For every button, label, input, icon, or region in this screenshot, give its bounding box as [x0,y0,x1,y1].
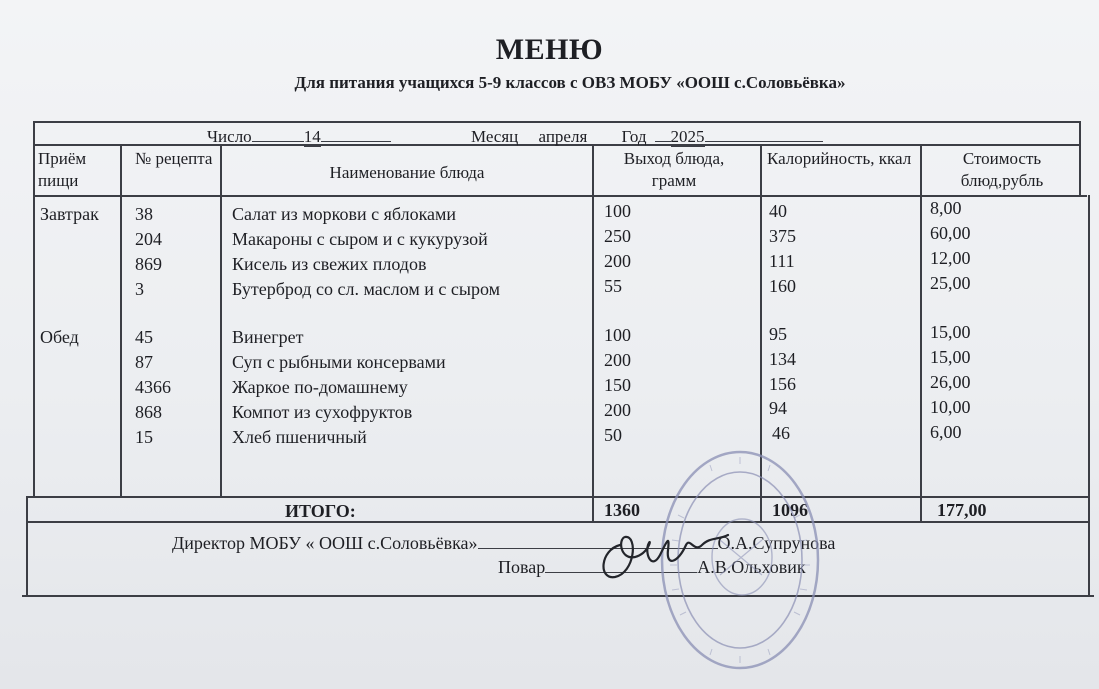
row-weight: 100 [604,325,631,345]
row-calories: 95 [769,324,787,344]
year-label: Год [621,127,647,146]
row-weight: 55 [604,276,622,296]
table-border-right-lower [1088,195,1090,596]
header-bottom-line [33,195,1087,197]
day-blank-after [321,123,391,142]
row-cost: 10,00 [930,397,971,417]
row-cost: 6,00 [930,422,962,442]
row-recipe: 87 [135,352,153,372]
col-header-cost: Стоимость блюд,рубль [960,149,1044,190]
row-recipe: 4366 [135,377,171,397]
menu-subtitle: Для питания учащихся 5-9 классов с ОВЗ МОБУ «ООШ с.Соловьёвка» [294,73,846,92]
director-label: Директор МОБУ « ООШ с.Соловьёвка» [172,533,478,553]
cook-label: Повар [498,557,546,577]
row-weight: 100 [604,201,631,221]
month-label: Месяц [470,127,519,146]
meal-name-lunch: Обед [40,327,79,347]
year-value: 2025 [670,127,705,146]
row-recipe: 38 [135,204,153,224]
row-cost: 26,00 [930,372,971,392]
row-calories: 160 [769,276,796,296]
col-divider-5 [920,144,922,522]
row-cost: 15,00 [930,347,971,367]
row-recipe: 869 [135,254,162,274]
row-weight: 200 [604,350,631,370]
total-calories: 1096 [772,500,808,520]
menu-title: МЕНЮ [495,33,604,66]
row-cost: 25,00 [930,273,971,293]
day-value: 14 [303,127,321,146]
meal-name-breakfast: Завтрак [40,204,99,224]
col-header-weight: Выход блюда, грамм [623,149,725,190]
year-blank-after [705,123,823,142]
total-top-line [26,496,1090,498]
row-dish: Макароны с сыром и с кукурузой [232,229,488,249]
day-label: Число [207,127,252,146]
handwritten-signature [590,515,730,595]
row-dish: Салат из моркови с яблоками [232,204,457,224]
date-row [207,123,823,147]
row-cost: 15,00 [930,322,971,342]
col-header-calories: Калорийность, ккал [767,149,912,168]
year-blank [655,123,671,142]
row-weight: 150 [604,375,631,395]
row-calories: 46 [772,423,790,443]
row-dish: Жаркое по-домашнему [232,377,408,397]
row-dish: Суп с рыбными консервами [232,352,446,372]
table-border-left [33,121,35,496]
row-calories: 375 [769,226,796,246]
col-header-meal: Приём пищи [38,149,87,190]
row-dish: Кисель из свежих плодов [232,254,427,274]
row-calories: 156 [769,374,796,394]
row-dish: Компот из сухофруктов [232,402,413,422]
table-border-bottom [22,595,1094,597]
total-cost: 177,00 [937,500,987,520]
col-divider-3 [592,144,594,522]
row-cost: 60,00 [930,223,971,243]
total-bottom-line [26,521,1090,523]
row-cost: 12,00 [930,248,971,268]
table-border-right [1079,121,1081,196]
row-cost: 8,00 [930,198,962,218]
col-header-dish: Наименование блюда [329,163,485,182]
total-label: ИТОГО: [285,501,356,521]
table-border-left-lower [26,496,28,596]
director-name: О.А.Супрунова [717,533,836,553]
row-calories: 94 [769,398,787,418]
col-divider-2 [220,144,222,497]
row-calories: 111 [769,251,795,271]
row-weight: 200 [604,400,631,420]
row-recipe: 3 [135,279,144,299]
row-weight: 50 [604,425,622,445]
cook-name: А.В.Ольховик [697,557,806,577]
row-dish: Бутерброд со сл. маслом и с сыром [232,279,501,299]
row-recipe: 45 [135,327,153,347]
row-weight: 200 [604,251,631,271]
row-calories: 134 [769,349,796,369]
day-blank [252,123,304,142]
row-weight: 250 [604,226,631,246]
col-header-recipe: № рецепта [135,149,213,168]
row-dish: Хлеб пшеничный [232,427,367,447]
total-weight: 1360 [604,500,640,520]
row-calories: 40 [769,201,787,221]
month-value: апреля [538,127,588,146]
row-recipe: 204 [135,229,162,249]
row-recipe: 15 [135,427,153,447]
col-divider-1 [120,144,122,497]
row-dish: Винегрет [232,327,304,347]
row-recipe: 868 [135,402,162,422]
